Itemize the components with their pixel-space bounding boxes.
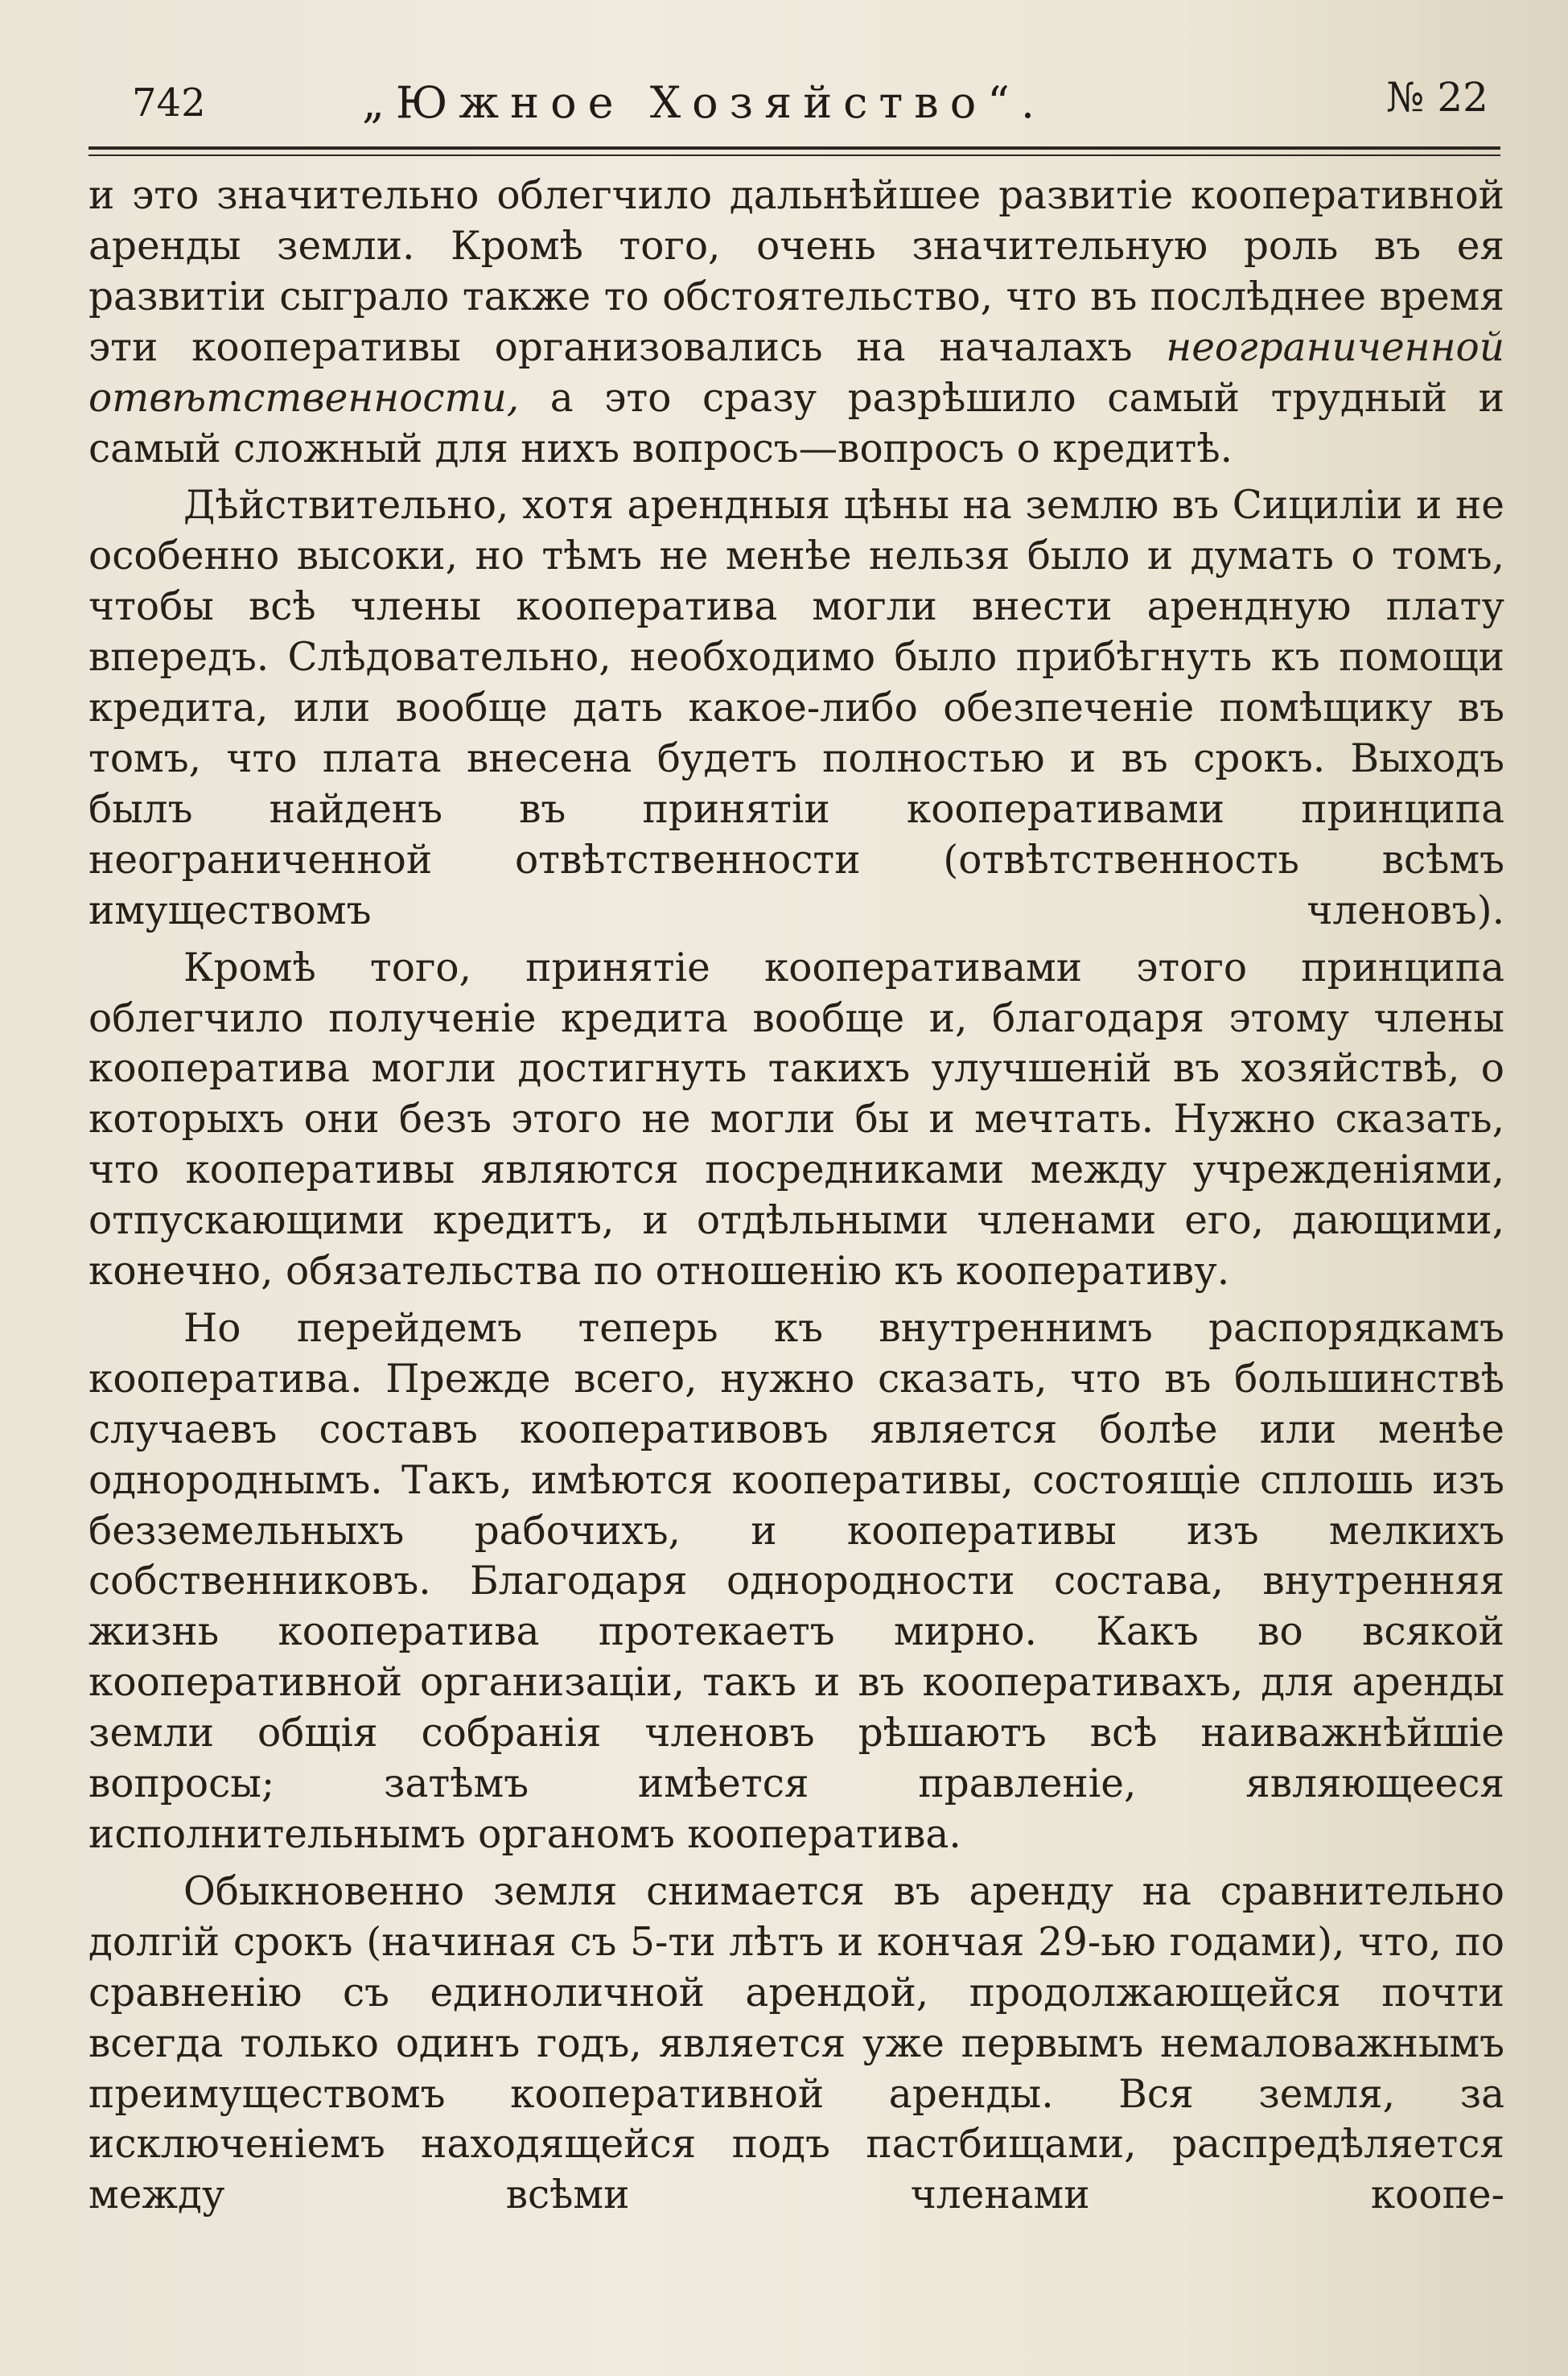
paragraph-5: Обыкновенно земля снимается въ аренду на сравнительно долгiй срокъ (начиная съ 5-ти лѣтъ и кончая 29-ью годами), что, по сравненiю съ единоличной арендой, продолжающейся почти всегда только одинъ годъ, является уже первымъ немаловажнымъ преимуществомъ кооперативной аренды. Вся земля, за исключенiемъ находящейся подъ пастбищами, распредѣляется между всѣми членами коопе-: [88, 1868, 1504, 2218]
journal-title: „Южное Хозяйство“.: [362, 77, 1046, 128]
paragraph-1-text-a: и это значительно облегчило дальнѣйшее развитiе кооперативной аренды земли. Кромѣ того, очень значительную роль въ ея развитiи сыграло также то обстоятельство, что въ послѣднее время эти кооперативы организовались на началахъ: [88, 173, 1504, 370]
paragraph-4: Но перейдемъ теперь къ внутреннимъ распорядкамъ кооператива. Прежде всего, нужно сказать, что въ большинствѣ случаевъ составъ кооперативовъ является болѣе или менѣе однороднымъ. Такъ, имѣются кооперативы, состоящiе сплошь изъ безземельныхъ рабочихъ, и кооперативы изъ мелкихъ собственниковъ. Благодаря однородности состава, внутренняя жизнь кооператива протекаетъ мирно. Какъ во всякой кооперативной организацiи, такъ и въ кооперативахъ, для аренды земли общiя собранiя членовъ рѣшаютъ всѣ наиважнѣйшiе вопросы; затѣмъ имѣется правленiе, являющееся исполнительнымъ органомъ кооператива.: [88, 1305, 1504, 1857]
paragraph-2: Дѣйствительно, хотя арендныя цѣны на землю въ Сицилiи и не особенно высоки, но тѣмъ не менѣе нельзя было и думать о томъ, чтобы всѣ члены кооператива могли внести арендную плату впередъ. Слѣдовательно, необходимо было прибѣгнуть къ помощи кредита, или вообще дать какое-либо обезпеченiе помѣщику въ томъ, что плата внесена будетъ полностью и въ срокъ. Выходъ былъ найденъ въ принятiи кооперативами принципа неограниченной отвѣтственности (отвѣтственность всѣмъ имуществомъ членовъ).: [88, 483, 1504, 933]
page-header: [121, 74, 1504, 138]
article-body: [88, 171, 1504, 2221]
header-rule-thin: [88, 154, 1500, 156]
header-rule-thick: [88, 146, 1500, 150]
paragraph-3: Кромѣ того, принятiе кооперативами этого принципа облегчило полученiе кредита вообще и, благодаря этому члены кооператива могли достигнуть такихъ улучшенiй въ хозяйствѣ, о которыхъ они безъ этого не могли бы и мечтать. Нужно сказать, что кооперативы являются посредниками между учрежденiями, отпускающими кредитъ, и отдѣльными членами его, дающими, конечно, обязательства по отношенiю къ кооперативу.: [88, 945, 1504, 1295]
issue-number: № 22: [1386, 74, 1488, 121]
paragraph-1: [88, 171, 1504, 474]
paragraph-1-italic: неограниченной отвѣтственности,: [88, 324, 1504, 421]
paragraph-1-text-b: а это сразу разрѣшило самый трудный и самый сложный для нихъ вопросъ—вопросъ о кредитѣ.: [88, 375, 1504, 471]
page-number: 742: [132, 80, 206, 126]
